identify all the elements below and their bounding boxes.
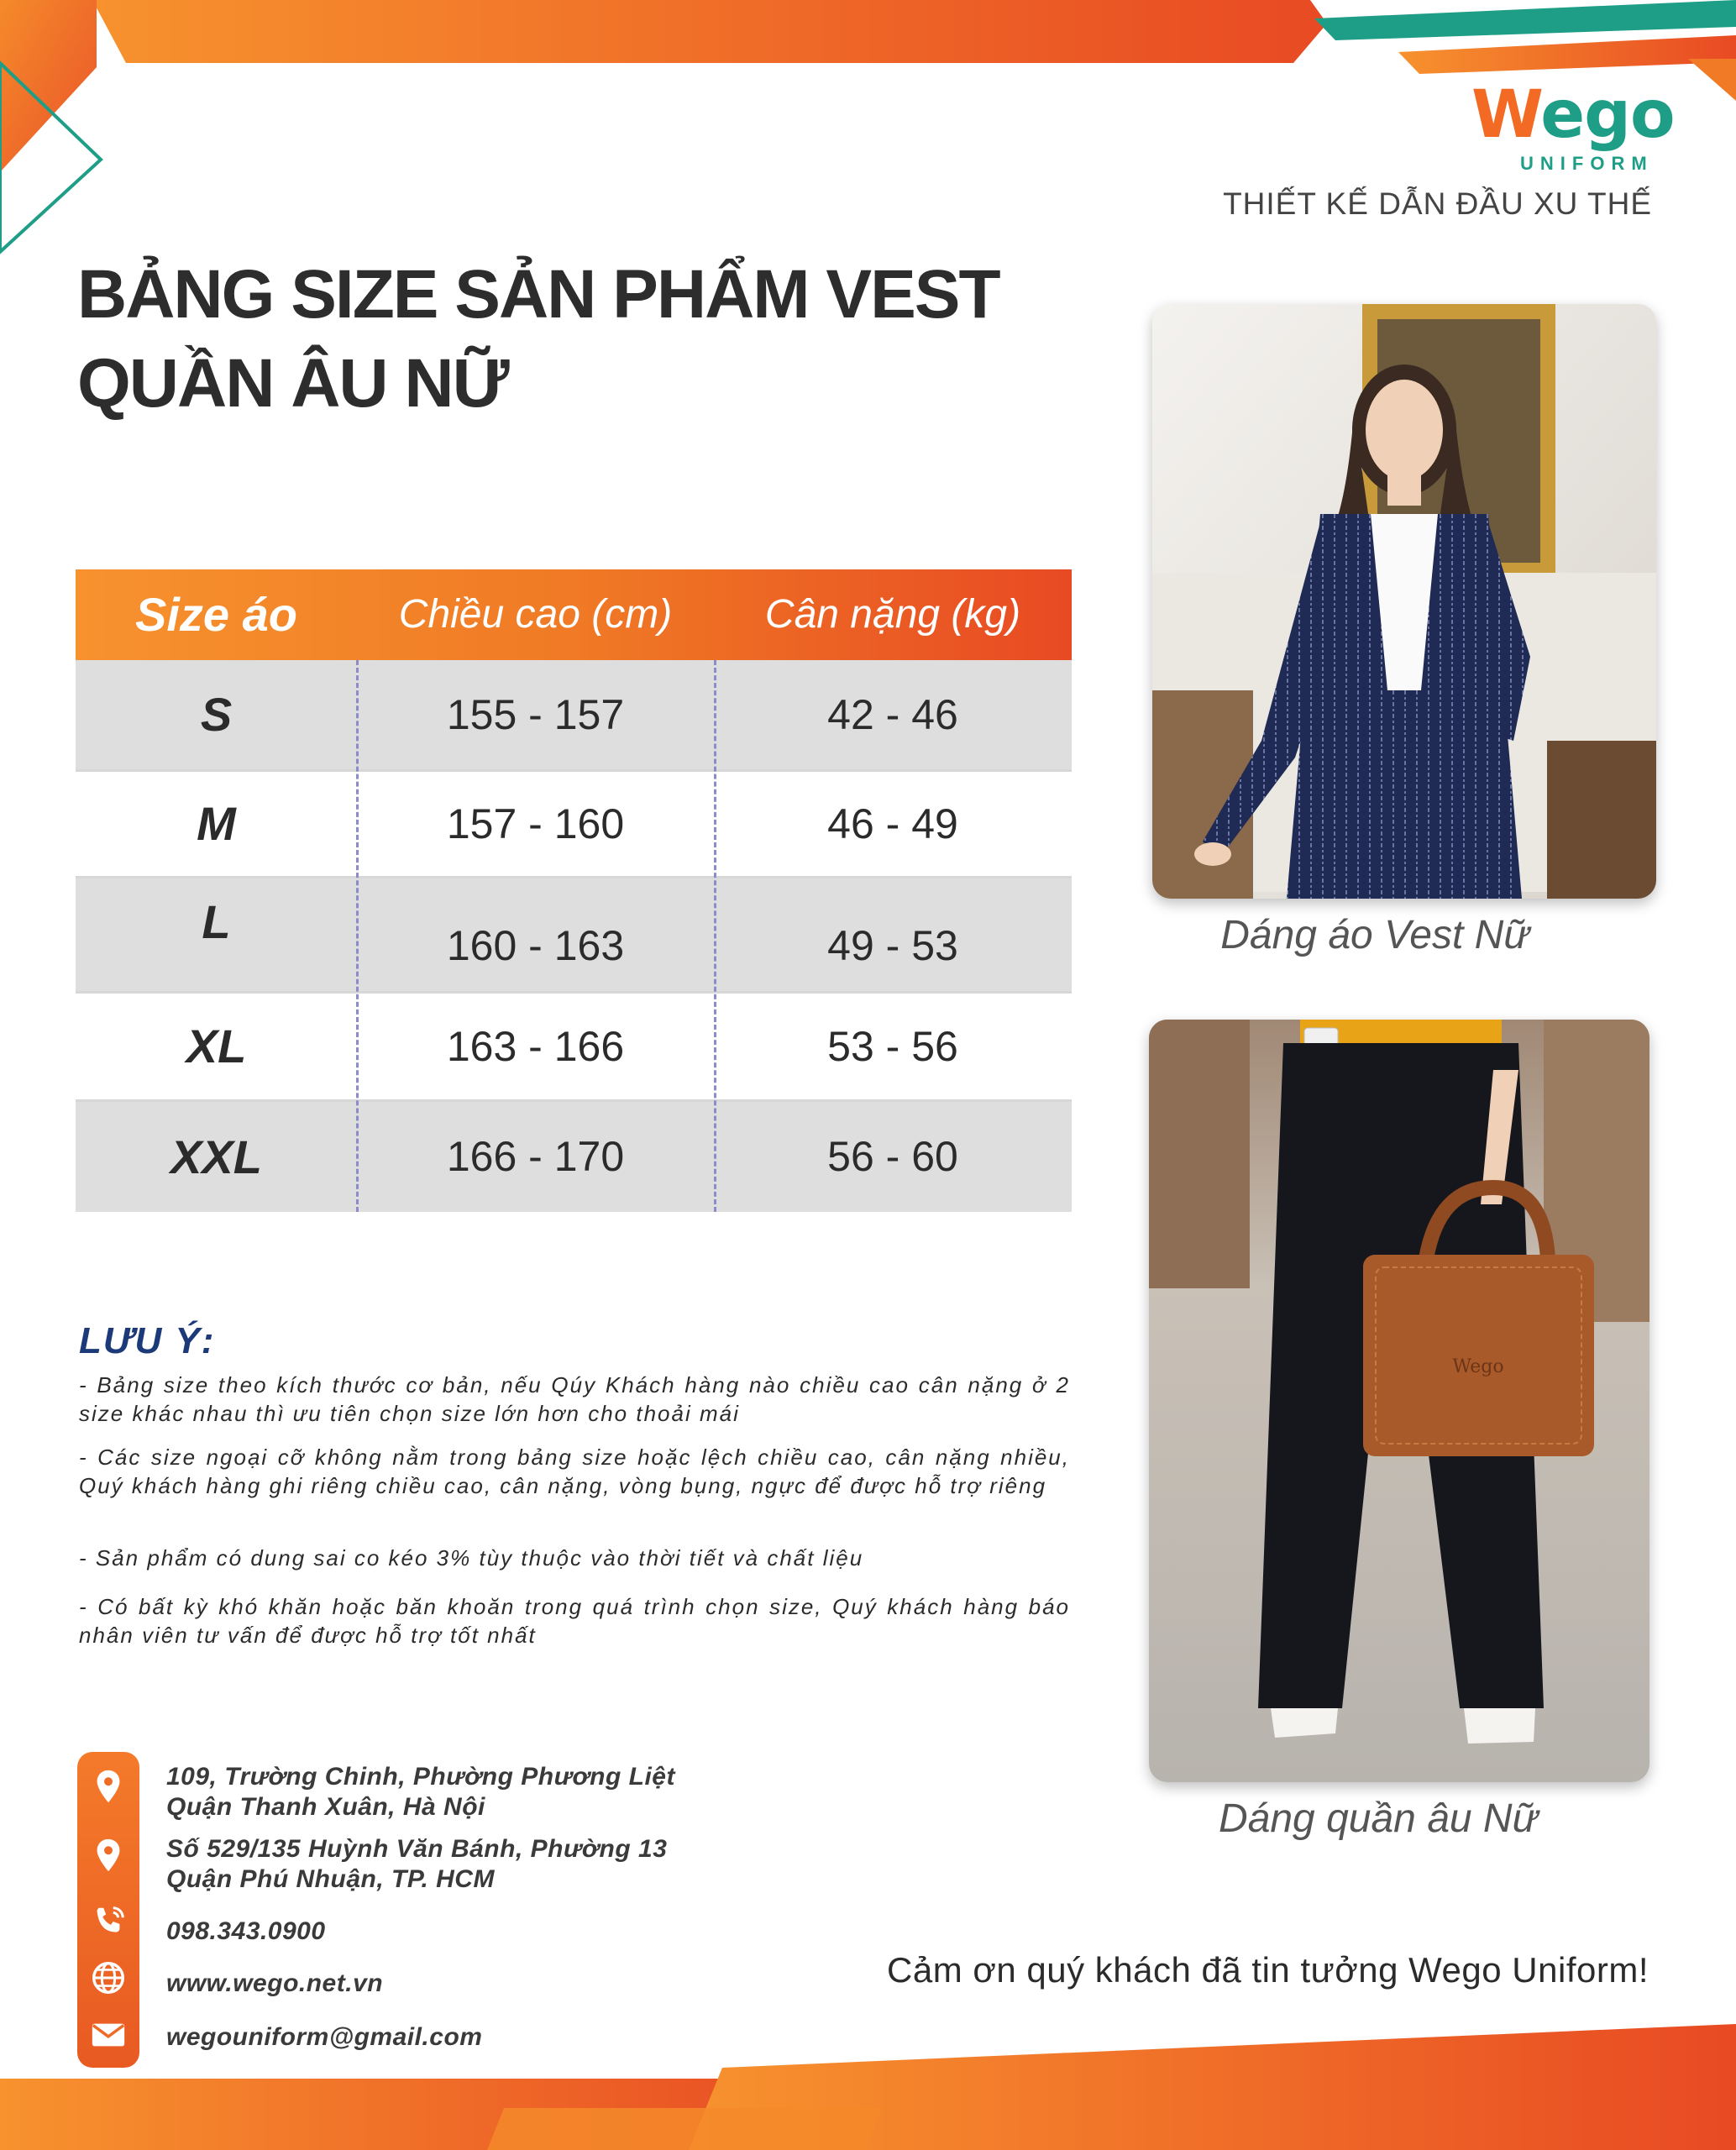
weight-cell: 56 - 60 [827,1133,958,1180]
top-right-corner [1688,59,1736,101]
title-line-1: BẢNG SIZE SẢN PHẨM VEST [77,256,999,333]
size-cell: L [202,895,231,948]
height-cell: 166 - 170 [446,1133,625,1180]
size-cell: XL [186,1020,247,1072]
address-2-line-1: Số 529/135 Huỳnh Văn Bánh, Phường 13 [166,1835,668,1863]
note-item: - Sản phẩm có dung sai co kéo 3% tùy thuộc vào thời tiết và chất liệu [79,1545,864,1571]
height-cell: 160 - 163 [446,922,625,969]
address-1-line-1: 109, Trường Chinh, Phường Phương Liệt [166,1763,675,1791]
thank-you-message: Cảm ơn quý khách đã tin tưởng Wego Uniform! [887,1950,1649,1990]
page-title [77,250,1085,428]
mail-icon [89,2016,128,2054]
location-pin-icon [89,1767,128,1806]
table-row [76,878,1072,991]
weight-cell: 53 - 56 [827,1023,958,1070]
vest-caption: Dáng áo Vest Nữ [1220,913,1529,957]
email-link[interactable]: wegouniform@gmail.com [166,2023,483,2051]
pants-photo [1149,1020,1649,1782]
height-cell: 157 - 160 [446,800,625,847]
contact-icon-bar [77,1752,139,2068]
table-row [76,991,1072,1102]
pants-illustration [1149,1020,1649,1782]
location-pin-icon [89,1836,128,1875]
title-line-2: QUẦN ÂU NỮ [77,345,508,422]
logo-subtitle: UNIFORM [1520,153,1654,174]
height-cell: 155 - 157 [446,691,625,738]
note-item: - Có bất kỳ khó khăn hoặc băn khoăn trong quá trình chọn size, Quý khách hàng báo nhân viên tư vấn để được hỗ trợ tốt nhất [79,1594,1070,1648]
note-item: - Các size ngoại cỡ không nằm trong bảng size hoặc lệch chiều cao, cân nặng nhiều, Quý khách hàng ghi riêng chiều cao, cân nặng, vòng bụng, ngực để được hỗ trợ riêng [79,1445,1070,1498]
phone-icon [89,1903,128,1942]
column-divider [356,660,359,1212]
phone-link[interactable]: 098.343.0900 [166,1917,326,1945]
notes-title: LƯU Ý: [79,1320,216,1361]
slogan: THIẾT KẾ DẪN ĐẦU XU THẾ [1223,186,1652,221]
table-header [76,569,1072,660]
vest-photo [1152,304,1656,899]
website-link[interactable]: www.wego.net.vn [166,1969,384,1997]
header-size: Size áo [135,588,297,641]
vest-illustration [1152,304,1656,899]
size-table [76,569,1072,1212]
note-item: - Bảng size theo kích thước cơ bản, nếu Qúy Khách hàng nào chiều cao cân nặng ở 2 size khác nhau thì ưu tiên chọn size lớn hơn cho thoải mái [79,1372,1070,1426]
pants-caption: Dáng quần âu Nữ [1218,1796,1538,1841]
top-orange-stripe [92,0,1327,63]
globe-icon [89,1959,128,1997]
header-weight: Cân nặng (kg) [764,592,1021,637]
height-cell: 163 - 166 [446,1023,625,1070]
address-1 [166,1762,675,1822]
column-divider [714,660,716,1212]
size-cell: XXL [170,1130,262,1183]
top-right-teal-stripe [1314,0,1736,40]
logo-wordmark [1471,77,1675,153]
bag-logo: Wego [1452,1356,1504,1377]
size-cell: M [197,797,236,850]
address-1-line-2: Quận Thanh Xuân, Hà Nội [166,1793,485,1821]
top-right-orange-stripe [1398,35,1736,74]
table-row [76,1102,1072,1212]
logo-letters-ego: ego [1540,77,1675,153]
table-row [76,660,1072,769]
address-2-line-2: Quận Phú Nhuận, TP. HCM [166,1865,495,1893]
table-row [76,769,1072,878]
address-2 [166,1834,667,1895]
logo-letter-w: W [1471,77,1541,153]
weight-cell: 49 - 53 [827,922,958,969]
weight-cell: 46 - 49 [827,800,958,847]
size-cell: S [200,688,233,741]
wego-logo[interactable] [1471,77,1675,175]
weight-cell: 42 - 46 [827,691,958,738]
header-height: Chiều cao (cm) [398,592,673,637]
